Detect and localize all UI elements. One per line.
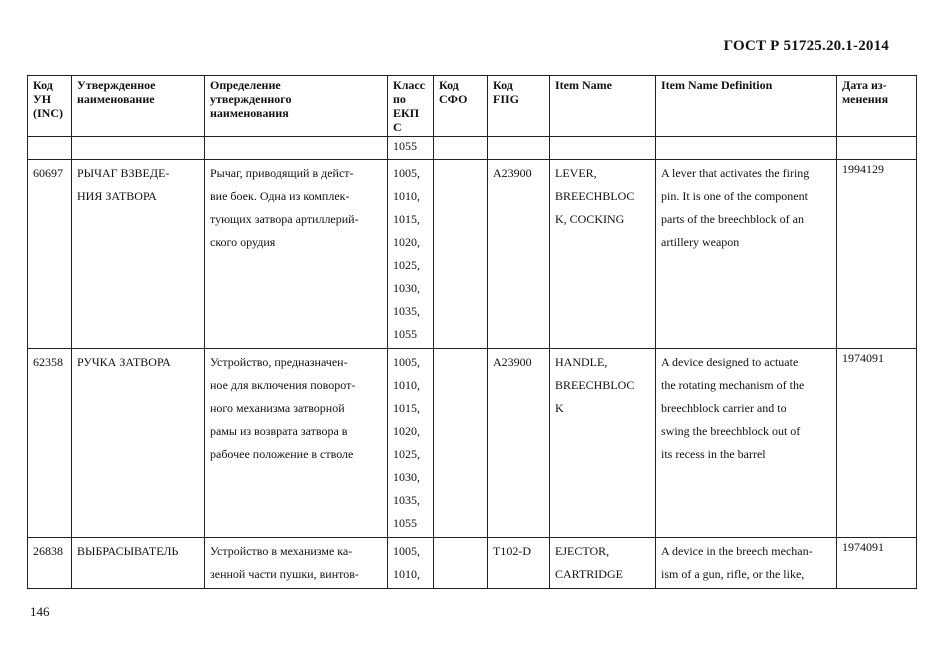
approved-name-line: ВЫБРАСЫВАТЕЛЬ (77, 544, 179, 558)
approved-name-line: РУЧКА ЗАТВОРА (77, 355, 171, 369)
header-line: Код (33, 78, 53, 92)
change-date-text: 1974091 (842, 540, 884, 554)
approved-name (72, 538, 205, 589)
header-item-name (550, 76, 656, 137)
item-name-definition (656, 349, 837, 538)
item-name-definition-line: A device designed to actuate (661, 355, 799, 369)
item-name-definition-line: A lever that activates the firing (661, 166, 810, 180)
inc-code-text: 60697 (33, 166, 63, 180)
item-name-definition (656, 538, 837, 589)
fsc-classes-line: 1055 (393, 327, 417, 341)
fsc-classes-line: 1035, (393, 493, 420, 507)
sfo-code (434, 538, 488, 589)
header-line: утвержденного (210, 92, 292, 106)
fsc-classes (388, 538, 434, 589)
fiig-code-text: T102-D (493, 544, 531, 558)
fiig-code (488, 349, 550, 538)
item-name-line: LEVER, (555, 166, 597, 180)
item-name-definition-line: parts of the breechblock of an (661, 212, 804, 226)
continuation-class: 1055 (388, 137, 434, 160)
fsc-classes (388, 349, 434, 538)
page-number: 146 (30, 604, 50, 619)
name-definition-line: ного механизма затворной (210, 401, 345, 415)
approved-name-line: НИЯ ЗАТВОРА (77, 189, 157, 203)
item-name-line: BREECHBLOC (555, 378, 635, 392)
continuation-row (28, 137, 917, 160)
name-definition-line: ное для включения поворот- (210, 378, 356, 392)
header-line: по (393, 92, 406, 106)
header-line: Item Name Definition (661, 78, 773, 92)
header-line: Код (439, 78, 459, 92)
fsc-classes-line: 1005, (393, 544, 420, 558)
header-line: наименование (77, 92, 155, 106)
item-name-definition (656, 160, 837, 349)
inc-code (28, 349, 72, 538)
fsc-classes-line: 1035, (393, 304, 420, 318)
name-definition-line: Рычаг, приводящий в дейст- (210, 166, 354, 180)
header-date (837, 76, 917, 137)
name-definition-line: вие боек. Одна из комплек- (210, 189, 350, 203)
header-line: FIIG (493, 92, 520, 106)
header-code (28, 76, 72, 137)
name-definition-line: тующих затвора артиллерий- (210, 212, 359, 226)
change-date (837, 160, 917, 349)
header-line: Определение (210, 78, 281, 92)
header-line: С (393, 120, 402, 134)
name-definition-line: рабочее положение в стволе (210, 447, 354, 461)
item-name (550, 538, 656, 589)
change-date-text: 1994129 (842, 162, 884, 176)
document-title: ГОСТ Р 51725.20.1-2014 (723, 38, 889, 54)
item-name-definition-line: A device in the breech mechan- (661, 544, 813, 558)
sfo-code (434, 160, 488, 349)
fsc-classes-line: 1030, (393, 281, 420, 295)
header-fiig (488, 76, 550, 137)
item-name-line: K, COCKING (555, 212, 625, 226)
header-class (388, 76, 434, 137)
item-name-definition-line: artillery weapon (661, 235, 740, 249)
fsc-classes-line: 1010, (393, 378, 420, 392)
item-name-line: BREECHBLOC (555, 189, 635, 203)
name-definition-line: рамы из возврата затвора в (210, 424, 348, 438)
sfo-code (434, 349, 488, 538)
fsc-classes-line: 1020, (393, 424, 420, 438)
item-name-definition-line: pin. It is one of the component (661, 189, 808, 203)
approved-name (72, 349, 205, 538)
inc-code-text: 62358 (33, 355, 63, 369)
inc-code (28, 538, 72, 589)
name-definition-line: ского орудия (210, 235, 276, 249)
fsc-classes-line: 1005, (393, 355, 420, 369)
fiig-code-text: A23900 (493, 166, 532, 180)
fsc-classes-line: 1015, (393, 212, 420, 226)
header-line: наименования (210, 106, 289, 120)
header-name (72, 76, 205, 137)
item-name-line: HANDLE, (555, 355, 608, 369)
name-definition-line: зенной части пушки, винтов- (210, 567, 359, 581)
item-name-line: EJECTOR, (555, 544, 610, 558)
table-row (28, 160, 917, 349)
fsc-classes-line: 1010, (393, 189, 420, 203)
item-name-line: K (555, 401, 564, 415)
name-definition-line: Устройство в механизме ка- (210, 544, 353, 558)
header-sfo (434, 76, 488, 137)
item-name (550, 160, 656, 349)
header-line: (INC) (33, 106, 63, 120)
header-definition (205, 76, 388, 137)
item-name-definition-line: breechblock carrier and to (661, 401, 787, 415)
header-line: Класс (393, 78, 426, 92)
header-line: Код (493, 78, 513, 92)
fiig-code (488, 160, 550, 349)
name-definition-line: Устройство, предназначен- (210, 355, 348, 369)
fsc-classes-line: 1005, (393, 166, 420, 180)
inc-code (28, 160, 72, 349)
name-definition (205, 538, 388, 589)
item-name-line: CARTRIDGE (555, 567, 623, 581)
item-name-definition-line: its recess in the barrel (661, 447, 766, 461)
fsc-classes-line: 1020, (393, 235, 420, 249)
table-row (28, 538, 917, 589)
fsc-classes-line: 1025, (393, 447, 420, 461)
header-line: ЕКП (393, 106, 420, 120)
header-line: Утвержденное (77, 78, 156, 92)
name-definition (205, 160, 388, 349)
inc-code-text: 26838 (33, 544, 63, 558)
specification-table (27, 75, 917, 589)
fsc-classes (388, 160, 434, 349)
change-date (837, 538, 917, 589)
fsc-classes-line: 1030, (393, 470, 420, 484)
item-name (550, 349, 656, 538)
item-name-definition-line: ism of a gun, rifle, or the like, (661, 567, 805, 581)
fsc-classes-line: 1010, (393, 567, 420, 581)
header-item-definition (656, 76, 837, 137)
fsc-classes-line: 1025, (393, 258, 420, 272)
item-name-definition-line: the rotating mechanism of the (661, 378, 805, 392)
table-row (28, 349, 917, 538)
header-line: менения (842, 92, 889, 106)
change-date-text: 1974091 (842, 351, 884, 365)
name-definition (205, 349, 388, 538)
header-line: Дата из- (842, 78, 887, 92)
fiig-code (488, 538, 550, 589)
header-line: СФО (439, 92, 468, 106)
approved-name (72, 160, 205, 349)
header-line: Item Name (555, 78, 612, 92)
fsc-classes-line: 1055 (393, 516, 417, 530)
approved-name-line: РЫЧАГ ВЗВЕДЕ- (77, 166, 170, 180)
change-date (837, 349, 917, 538)
fiig-code-text: A23900 (493, 355, 532, 369)
header-row (28, 76, 917, 137)
header-line: УН (33, 92, 52, 106)
item-name-definition-line: swing the breechblock out of (661, 424, 801, 438)
fsc-classes-line: 1015, (393, 401, 420, 415)
